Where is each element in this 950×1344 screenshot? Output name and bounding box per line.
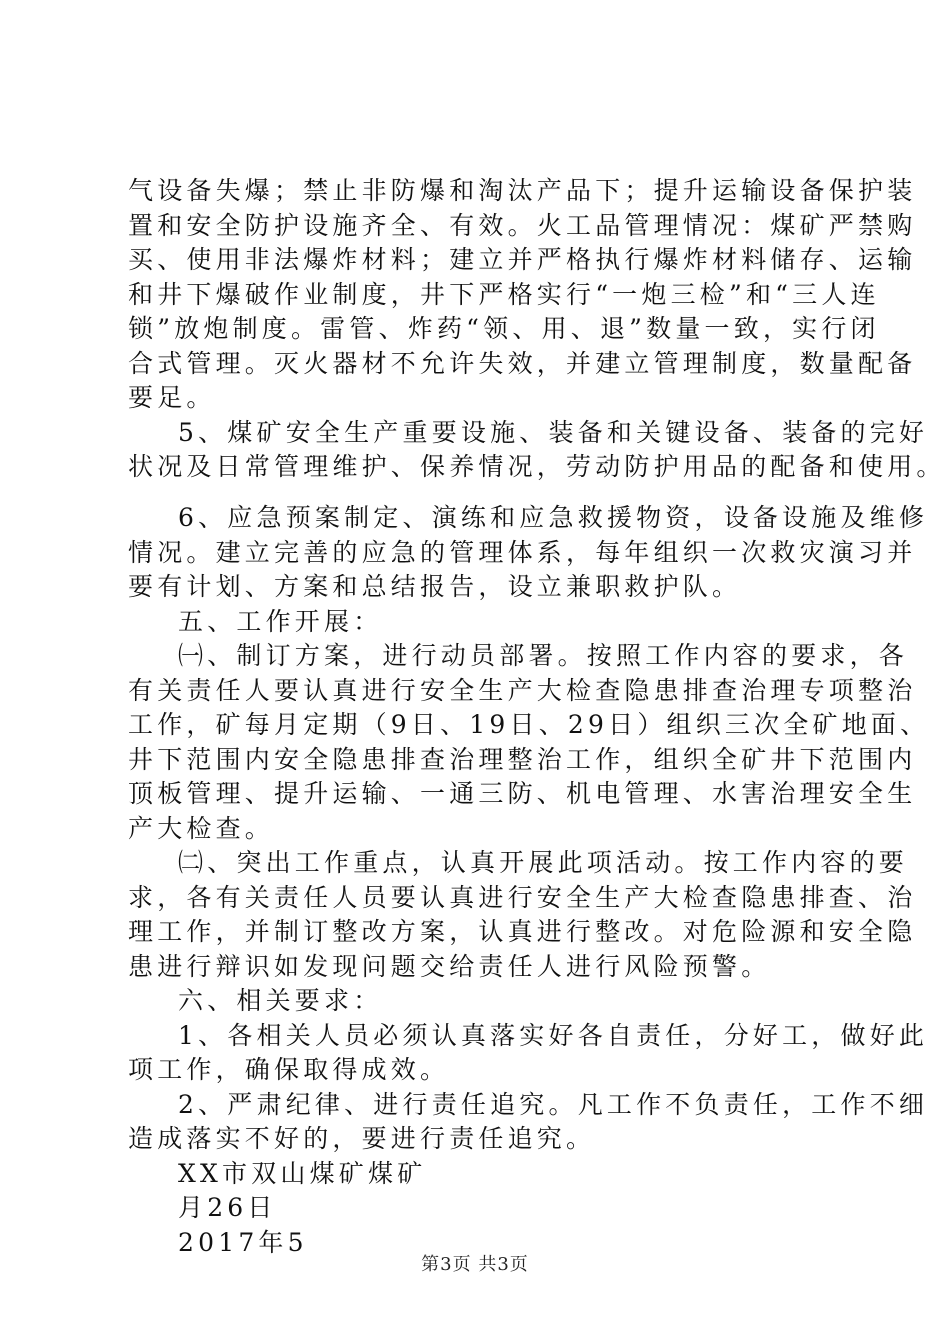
body-line: 锁”放炮制度。雷管、炸药“领、用、退”数量一致，实行闭 [128, 314, 880, 343]
signature-date: 月26日 [178, 1193, 277, 1222]
body-line: 状况及日常管理维护、保养情况，劳动防护用品的配备和使用。 [128, 452, 946, 481]
section-heading: 五、工作开展： [178, 607, 383, 636]
body-line: 气设备失爆；禁止非防爆和淘汰产品下；提升运输设备保护装 [128, 176, 917, 205]
body-line: 有关责任人要认真进行安全生产大检查隐患排查治理专项整治 [128, 676, 917, 705]
body-line: 合式管理。灭火器材不允许失效，并建立管理制度，数量配备 [128, 349, 917, 378]
body-line: 项工作，确保取得成效。 [128, 1055, 450, 1084]
body-line: ㈡、突出工作重点，认真开展此项活动。按工作内容的要 [178, 848, 909, 877]
body-line: 要有计划、方案和总结报告，设立兼职救护队。 [128, 572, 742, 601]
body-line: 产大检查。 [128, 814, 275, 843]
body-line: ㈠、制订方案，进行动员部署。按照工作内容的要求，各 [178, 641, 909, 670]
signature-year: 2017年5 [178, 1228, 308, 1257]
body-line: 要足。 [128, 383, 216, 412]
body-line: 买、使用非法爆炸材料；建立并严格执行爆炸材料储存、运输 [128, 245, 917, 274]
body-line: 情况。建立完善的应急的管理体系，每年组织一次救灾演习并 [128, 538, 917, 567]
body-line: 井下范围内安全隐患排查治理整治工作，组织全矿井下范围内 [128, 745, 917, 774]
body-line: 5、煤矿安全生产重要设施、装备和关键设备、装备的完好 [178, 418, 929, 447]
body-line: 顶板管理、提升运输、一通三防、机电管理、水害治理安全生 [128, 779, 917, 808]
body-line: 1、各相关人员必须认真落实好各自责任，分好工，做好此 [178, 1021, 929, 1050]
section-heading: 六、相关要求： [178, 986, 383, 1015]
body-line: 6、应急预案制定、演练和应急救援物资，设备设施及维修 [178, 503, 929, 532]
signature-org: XX市双山煤矿煤矿 [178, 1159, 427, 1188]
body-line: 置和安全防护设施齐全、有效。火工品管理情况：煤矿严禁购 [128, 211, 917, 240]
body-line: 患进行辩识如发现问题交给责任人进行风险预警。 [128, 952, 771, 981]
body-line: 工作，矿每月定期（9日、19日、29日）组织三次全矿地面、 [128, 710, 930, 739]
page-footer: 第3页 共3页 [421, 1254, 529, 1275]
body-line: 造成落实不好的，要进行责任追究。 [128, 1124, 596, 1153]
body-line: 求，各有关责任人员要认真进行安全生产大检查隐患排查、治 [128, 883, 917, 912]
body-line: 2、严肃纪律、进行责任追究。凡工作不负责任，工作不细 [178, 1090, 929, 1119]
body-line: 和井下爆破作业制度，井下严格实行“一炮三检”和“三人连 [128, 280, 880, 309]
body-line: 理工作，并制订整改方案，认真进行整改。对危险源和安全隐 [128, 917, 917, 946]
